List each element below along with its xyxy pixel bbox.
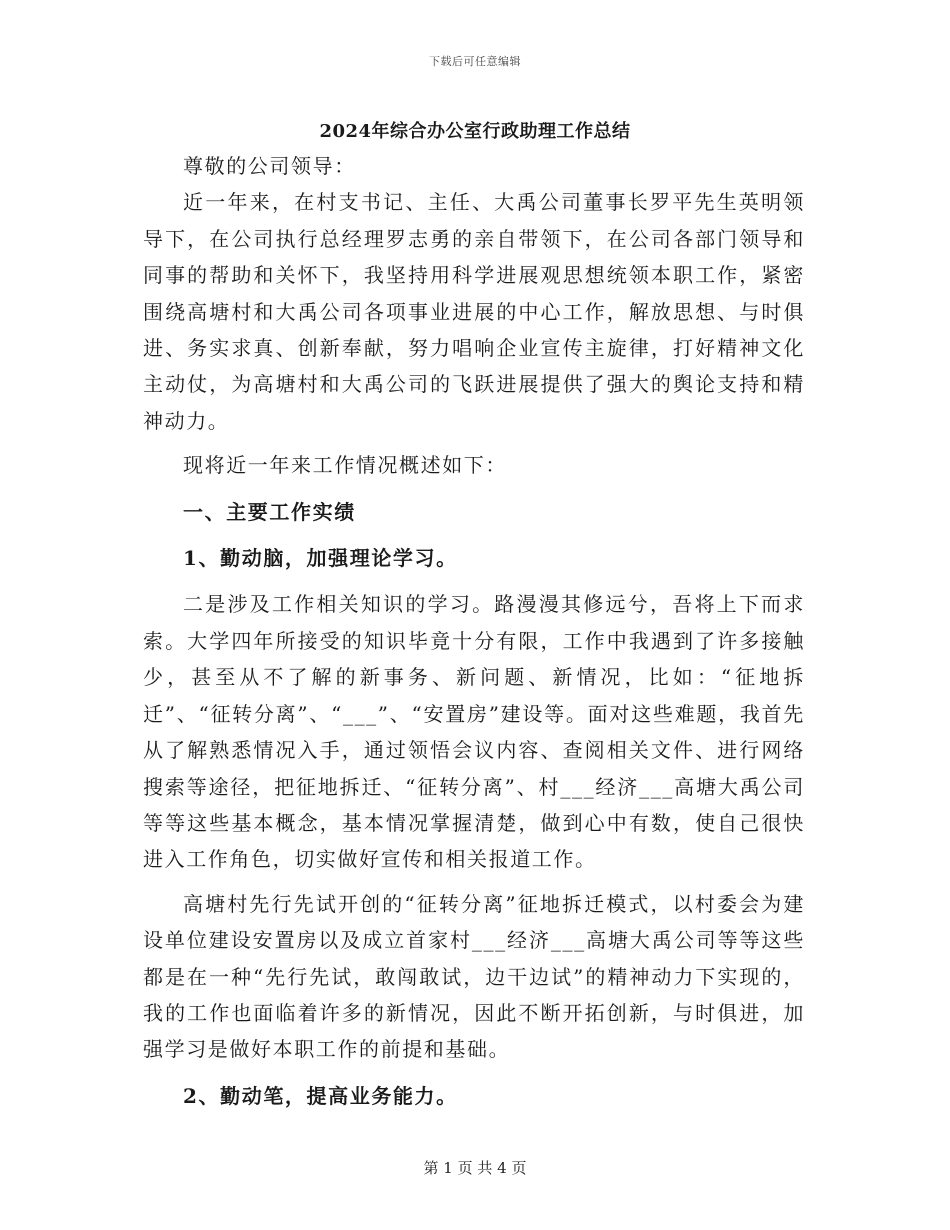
salutation: 尊敬的公司领导： bbox=[183, 154, 356, 178]
page-number: 第 1 页 共 4 页 bbox=[423, 1159, 527, 1177]
header-note: 下载后可任意编辑 bbox=[429, 55, 521, 68]
paragraph-gaotang: 高塘村先行先试开创的“征转分离”征地拆迁模式，以村委会为建设单位建设安置房以及成立首家村___经济___高塘大禹公司等等这些都是在一种“先行先试，敢闯敢试，边干边试”的精神动力下实现的，我的工作也面临着许多的新情况，因此不断开拓创新，与时俱进，加强学习是做好本职工作的前提和基础。 bbox=[143, 891, 805, 1062]
subsection-heading-2: 2、勤动笔，提高业务能力。 bbox=[183, 1083, 458, 1108]
document-body bbox=[143, 148, 805, 1114]
document-title: 2024年综合办公室行政助理工作总结 bbox=[319, 121, 631, 142]
section-heading: 一、主要工作实绩 bbox=[183, 499, 356, 524]
paragraph-overview: 现将近一年来工作情况概述如下： bbox=[183, 453, 507, 478]
paragraph-learning: 二是涉及工作相关知识的学习。路漫漫其修远兮，吾将上下而求索。大学四年所接受的知识毕竟十分有限，工作中我遇到了许多接触少，甚至从不了解的新事务、新问题、新情况，比如：“征地拆迁”、“征转分离”、“___”、“安置房”建设等。面对这些难题，我首先从了解熟悉情况入手，通过领悟会议内容、查阅相关文件、进行网络搜索等途径，把征地拆迁、“征转分离”、村___经济___高塘大禹公司等等这些基本概念，基本情况掌握清楚，做到心中有数，使自己很快进入工作角色，切实做好宣传和相关报道工作。 bbox=[143, 592, 805, 872]
subsection-heading-1: 1、勤动脑，加强理论学习。 bbox=[183, 546, 458, 571]
paragraph-intro: 近一年来，在村支书记、主任、大禹公司董事长罗平先生英明领导下，在公司执行总经理罗志勇的亲自带领下，在公司各部门领导和同事的帮助和关怀下，我坚持用科学进展观思想统领本职工作，紧密围绕高塘村和大禹公司各项事业进展的中心工作，解放思想、与时俱进、务实求真、创新奉献，努力唱响企业宣传主旋律，打好精神文化主动仗，为高塘村和大禹公司的飞跃进展提供了强大的舆论支持和精神动力。 bbox=[143, 190, 805, 433]
